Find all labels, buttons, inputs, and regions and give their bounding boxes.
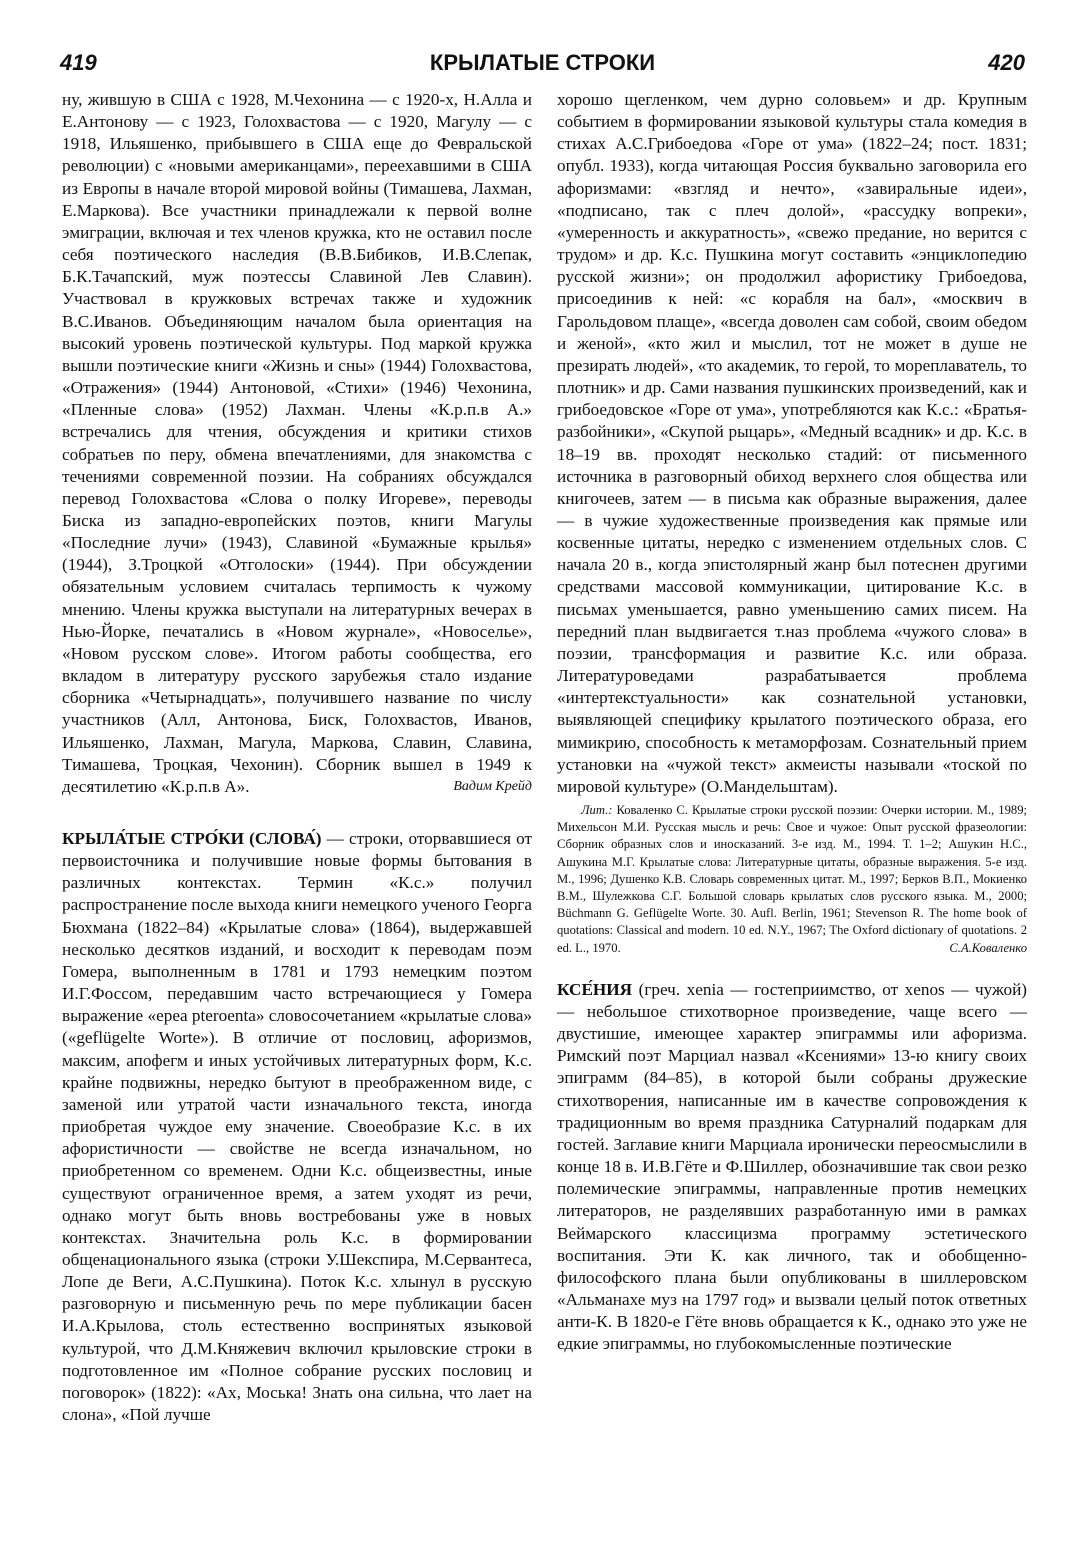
bibliography-author: С.А.Коваленко	[949, 940, 1027, 955]
continued-article: хорошо щегленком, чем дурно соловьем» и др. Крупным событием в формировании языковой культуры стала комедия в стихах А.С.Грибоедова «Горе от ума» (1822–24; пост. 1831; опубл. 1933), когда читающая Россия буквально заговорила его афоризмами: «взгляд и нечто», «завиральные идеи», «подписано, так с плеч долой», «рассудку вопреки», «умеренность и аккуратность», «свежо предание, но верится с трудом» и др. К.с. Пушкина могут составить «энциклопедию русской жизни»; он продолжил афористику Грибоедова, присоединив к ней: «с корабля на бал», «москвич в Гарольдовом плаще», «всегда доволен сам собой, своим обедом и женой», «кто жил и мыслил, тот не может в душе не презирать людей», «то академик, то герой, то мореплаватель, то плотник» и др. Сами названия пушкинских произведений, как и грибоедовское «Горе от ума», употребляются как К.с.: «Братья-разбойники», «Скупой рыцарь», «Медный всадник» и др. К.с. в 18–19 вв. проходят несколько стадий: от письменного источника в разговорный обиход верхнего слоя общества или книгочеев, затем — в письма как образные выражения, далее — в чужие художественные произведения как прямые или косвенные цитаты, нередко с изменением отдельных слов. С начала 20 в., когда эпистолярный жанр был потеснен другими средствами массовой коммуникации, цитирование К.с. в письмах уменьшается, равно уменьшению самих писем. На передний план выдвигается т.наз проблема «чужого слова» в поэзии, трансформация и развитие К.с. или образа. Литературоведами разрабатывается проблема «интертекстуальности» как сознательной установки, выявляющей специфику крылатого поэтического образа, его мимикрию, способность к метаморфозам. Сознательный прием установки на «чужой текст» акмеисты называли «тоской по мировой культуре» (О.Мандельштам).	[557, 90, 1027, 796]
running-title: КРЫЛАТЫЕ СТРОКИ	[429, 50, 656, 75]
continued-article-text: ну, жившую в США с 1928, М.Чехонина — с 1920-х, Н.Алла и Е.Антонову — с 1923, Голохвастова — с 1920, Магулу — с 1918, Ильяшенко, прибывшего в США еще до Февральской революции) с «новыми американцами», переехавшими в США из Европы в начале второй мировой войны (Тимашева, Лахман, Е.Маркова). Все участники принадлежали к первой волне эмиграции, включая и тех членов кружка, кто не оставил после себя поэтического наследия (В.В.Бибиков, И.В.Слепак, Б.К.Тачапский, муж поэтессы Славиной Лев Славин). Участвовал в кружковых встречах также и художник В.С.Иванов. Объединяющим началом была ориентация на высокий уровень поэтической культуры. Под маркой кружка вышли поэтические книги «Жизнь и сны» (1944) Голохвастова, «Отражения» (1944) Антоновой, «Стихи» (1946) Чехонина, «Пленные слова» (1952) Лахман. Члены «К.р.п.в А.» встречались для чтения, обсуждения и критики стихов собратьев по перу, обмена впечатлениями, для знакомства с течениями современной поэзии. На собраниях обсуждался перевод Голохвастова «Слова о полку Игореве», переводы Биска из западно-европейских поэтов, книги Магулы «Последние лучи» (1943), Славиной «Бумажные крылья» (1944), З.Троцкой «Отголоски» (1944). При обсуждении обязательным условием считалась терпимость к чужому мнению. Члены кружка выступали на литературных вечерах в Нью-Йорке, печатались в «Новом журнале», «Новоселье», «Новом русском слове». Итогом работы сообщества, его вкладом в литературу русского зарубежья стало издание сборника «Четырнадцать», получившего название по числу участников (Алл, Антонова, Биск, Голохвастов, Иванов, Ильяшенко, Лахман, Магула, Маркова, Славин, Славина, Тимашева, Троцкая, Чехонин). Сборник вышел в 1949 к десятилетию «К.р.п.в А».	[62, 90, 532, 796]
entry-text: (греч. xenia — гостеприимство, от xenos — чужой) — небольшое стихотворное произведение, чаще всего — двустишие, имеющее характер эпиграммы или афоризма. Римский поэт Марциал назвал «Ксениями» 13-ю книгу своих эпиграмм (84–85), в которой были собраны дружеские стихотворения, написанные им в качестве сопровождения к традиционным во время праздника Сатурналий подаркам для гостей. Заглавие книги Марциала иронически переосмыслили в конце 18 в. И.В.Гёте и Ф.Шиллер, обозначившие так свои резко полемические эпиграммы, направленные против немецких литераторов, не разделявших разработанную ими в рамках Веймарского классицизма программу эстетического воспитания. Эти К. как личного, так и обобщенно-философского плана были опубликованы в шиллеровском «Альманахе муз на 1797 год» и вызвали целый поток ответных анти-К. В 1820-е Гёте вновь обращается к К., однако это уже не едкие эпиграммы, но глубокомысленные поэтические	[557, 979, 1027, 1354]
right-column	[557, 89, 1027, 1355]
page-number-left: 419	[60, 50, 97, 75]
article-ksenia	[557, 979, 1027, 1356]
continued-article	[62, 89, 532, 798]
bibliography-text: Коваленко С. Крылатые строки русской поэзии: Очерки истории. М., 1989; Михельсон М.И. Русская мысль и речь: Свое и чужое: Опыт русской фразеологии: Сборник образных слов и иносказаний. 3-е изд. М., 1994. Т. 1–2; Ашукин Н.С., Ашукина М.Г. Крылатые слова: Литературные цитаты, образные выражения. 5-е изд. М., 1996; Душенко К.В. Словарь современных цитат. М., 1997; Берков В.П., Мокиенко В.М., Шулежкова С.Г. Большой словарь крылатых слов русского языка. М., 2000; Büchmann G. Geflügelte Worte. 30. Aufl. Berlin, 1961; Stevenson R. The home book of quotations: Classical and modern. 10 ed. N.Y., 1967; The Oxford dictionary of quotations. 2 ed. L., 1970.	[557, 803, 1027, 955]
entry-headword: КСЕ́НИЯ	[557, 979, 633, 999]
running-header	[60, 46, 1025, 82]
entry-text: — строки, оторвавшиеся от первоисточника и получившие новые формы бытования в различных контекстах. Термин «К.с.» получил распространение после выхода книги немецкого ученого Георга Бюхмана (1822–84) «Крылатые слова» (1864), выдержавшей несколько десятков изданий, и восходит к переводам поэм Гомера, выполненным в 1781 и 1793 немецким поэтом И.Г.Фоссом, передавшим часто встречающиеся у Гомера выражение «epea pteroenta» словосочетанием «крылатые слова» («geflügelte Worte»). В отличие от пословиц, афоризмов, максим, апофегм и иных устойчивых литературных форм, К.с. крайне подвижны, нередко бытуют в преображенном виде, с заменой или утратой части изначального текста, иногда приобретая чуждое ему значение. Своеобразие К.с. в их афористичности — свойстве не всегда изначальном, но приобретенном со временем. Одни К.с. общеизвестны, иные существуют ограниченное время, а затем уходят из речи, однако могут быть вновь востребованы уже в новых контекстах. Значительна роль К.с. в формировании общенационального языка (строки У.Шекспира, М.Сервантеса, Лопе де Веги, А.С.Пушкина). Поток К.с. хлынул в русскую разговорную и письменную речь по мере публикации басен И.А.Крылова, столь естественно воспринятых языковой культурой, что Д.М.Княжевич включил крыловские строки в подготовленное им «Полное собрание русских пословиц и поговорок» (1822): «Ах, Моська! Знать она сильна, что лает на слона», «Пой лучше	[62, 829, 532, 1425]
spacer	[557, 957, 1027, 979]
left-column	[62, 89, 532, 1426]
bibliography	[557, 802, 1027, 957]
entry-headword: КРЫЛА́ТЫЕ СТРО́КИ (СЛОВА́)	[62, 829, 322, 848]
article-author: Вадим Крейд	[453, 778, 532, 794]
article-krylatye-stroki	[62, 824, 532, 1426]
page-number-right: 420	[988, 50, 1025, 75]
bibliography-label: Лит.:	[581, 803, 613, 817]
